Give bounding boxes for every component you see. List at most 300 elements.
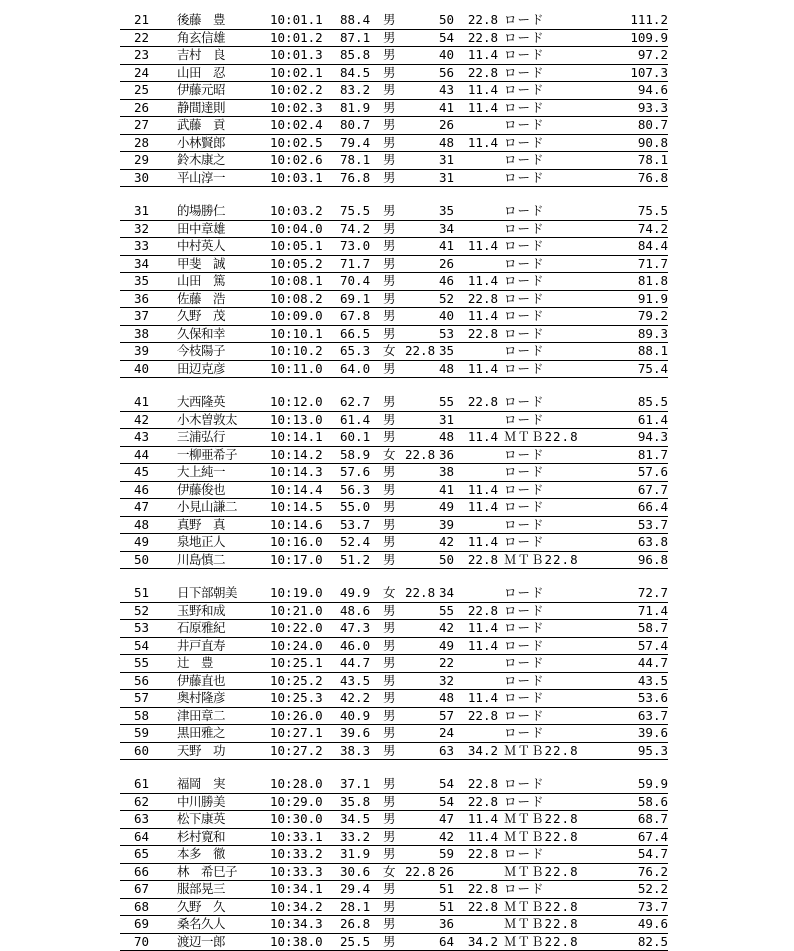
participant-name: 一柳亜希子 xyxy=(177,447,237,463)
score: 69.1 xyxy=(340,291,370,307)
finish-time: 10:01.3 xyxy=(270,47,323,63)
table-row xyxy=(120,517,668,535)
age: 41 xyxy=(439,100,454,116)
table-row xyxy=(120,273,668,291)
score: 73.0 xyxy=(340,238,370,254)
age: 34 xyxy=(439,221,454,237)
participant-name: 静間達則 xyxy=(177,100,225,116)
bike-type: ロード xyxy=(504,708,545,724)
age: 42 xyxy=(439,829,454,845)
finish-time: 10:02.5 xyxy=(270,135,323,151)
bike-type: ロード xyxy=(504,638,545,654)
sex: 男 xyxy=(383,829,396,845)
age-bonus: 22.8 xyxy=(462,394,498,410)
total-points: 53.6 xyxy=(638,690,668,706)
finish-time: 10:26.0 xyxy=(270,708,323,724)
total-points: 39.6 xyxy=(638,725,668,741)
entry-number: 59 xyxy=(134,725,149,741)
score: 76.8 xyxy=(340,170,370,186)
age-bonus: 22.8 xyxy=(462,881,498,897)
total-points: 54.7 xyxy=(638,846,668,862)
finish-time: 10:01.2 xyxy=(270,30,323,46)
age-bonus: 11.4 xyxy=(462,361,498,377)
sex: 男 xyxy=(383,725,396,741)
sex: 女 xyxy=(383,864,396,880)
participant-name: 渡辺一郎 xyxy=(177,934,225,950)
bike-type: ロード xyxy=(504,100,545,116)
entry-number: 22 xyxy=(134,30,149,46)
bike-type: ＭＴＢ22.8 xyxy=(504,899,579,915)
score: 56.3 xyxy=(340,482,370,498)
entry-number: 62 xyxy=(134,794,149,810)
participant-name: 天野 功 xyxy=(177,743,225,759)
finish-time: 10:03.1 xyxy=(270,170,323,186)
age-bonus: 22.8 xyxy=(462,776,498,792)
score: 34.5 xyxy=(340,811,370,827)
participant-name: 小見山謙二 xyxy=(177,499,237,515)
finish-time: 10:02.1 xyxy=(270,65,323,81)
age-bonus: 34.2 xyxy=(462,743,498,759)
participant-name: 真野 真 xyxy=(177,517,225,533)
finish-time: 10:05.1 xyxy=(270,238,323,254)
table-row xyxy=(120,221,668,239)
entry-number: 47 xyxy=(134,499,149,515)
age-bonus: 11.4 xyxy=(462,135,498,151)
table-row xyxy=(120,203,668,221)
bike-type: ロード xyxy=(504,534,545,550)
total-points: 82.5 xyxy=(638,934,668,950)
table-row xyxy=(120,708,668,726)
total-points: 72.7 xyxy=(638,585,668,601)
bike-type: ロード xyxy=(504,846,545,862)
age-bonus: 22.8 xyxy=(462,12,498,28)
bike-type: ロード xyxy=(504,361,545,377)
participant-name: 伊藤元昭 xyxy=(177,82,225,98)
bike-type: ロード xyxy=(504,343,545,359)
bike-type: ＭＴＢ22.8 xyxy=(504,743,579,759)
sex: 男 xyxy=(383,100,396,116)
score: 35.8 xyxy=(340,794,370,810)
age: 31 xyxy=(439,412,454,428)
table-row xyxy=(120,464,668,482)
bike-type: ロード xyxy=(504,12,545,28)
finish-time: 10:10.1 xyxy=(270,326,323,342)
entry-number: 63 xyxy=(134,811,149,827)
finish-time: 10:14.6 xyxy=(270,517,323,533)
finish-time: 10:09.0 xyxy=(270,308,323,324)
total-points: 85.5 xyxy=(638,394,668,410)
total-points: 67.7 xyxy=(638,482,668,498)
participant-name: 黒田雅之 xyxy=(177,725,225,741)
finish-time: 10:12.0 xyxy=(270,394,323,410)
finish-time: 10:16.0 xyxy=(270,534,323,550)
entry-number: 31 xyxy=(134,203,149,219)
table-row xyxy=(120,394,668,412)
gender-bonus: 22.8 xyxy=(405,343,435,359)
table-row xyxy=(120,638,668,656)
sex: 男 xyxy=(383,552,396,568)
participant-name: 山田 忍 xyxy=(177,65,225,81)
age: 59 xyxy=(439,846,454,862)
total-points: 52.2 xyxy=(638,881,668,897)
total-points: 107.3 xyxy=(630,65,668,81)
age-bonus: 11.4 xyxy=(462,534,498,550)
age: 63 xyxy=(439,743,454,759)
total-points: 80.7 xyxy=(638,117,668,133)
bike-type: ＭＴＢ22.8 xyxy=(504,864,579,880)
age: 32 xyxy=(439,673,454,689)
age: 42 xyxy=(439,620,454,636)
sex: 男 xyxy=(383,152,396,168)
age-bonus: 11.4 xyxy=(462,100,498,116)
participant-name: 本多 徹 xyxy=(177,846,225,862)
bike-type: ロード xyxy=(504,152,545,168)
sex: 女 xyxy=(383,585,396,601)
age: 26 xyxy=(439,256,454,272)
entry-number: 26 xyxy=(134,100,149,116)
sex: 男 xyxy=(383,464,396,480)
participant-name: 泉地正人 xyxy=(177,534,225,550)
total-points: 57.4 xyxy=(638,638,668,654)
table-row xyxy=(120,308,668,326)
participant-name: 大上純一 xyxy=(177,464,225,480)
total-points: 96.8 xyxy=(638,552,668,568)
finish-time: 10:27.1 xyxy=(270,725,323,741)
participant-name: 津田章二 xyxy=(177,708,225,724)
sex: 男 xyxy=(383,794,396,810)
score: 53.7 xyxy=(340,517,370,533)
table-row xyxy=(120,65,668,83)
score: 75.5 xyxy=(340,203,370,219)
table-row xyxy=(120,552,668,570)
score: 44.7 xyxy=(340,655,370,671)
finish-time: 10:08.2 xyxy=(270,291,323,307)
total-points: 88.1 xyxy=(638,343,668,359)
table-row xyxy=(120,690,668,708)
table-row xyxy=(120,412,668,430)
finish-time: 10:38.0 xyxy=(270,934,323,950)
score: 40.9 xyxy=(340,708,370,724)
participant-name: 久野 茂 xyxy=(177,308,225,324)
score: 83.2 xyxy=(340,82,370,98)
table-row xyxy=(120,482,668,500)
table-row xyxy=(120,82,668,100)
table-row xyxy=(120,326,668,344)
participant-name: 久野 久 xyxy=(177,899,225,915)
score: 62.7 xyxy=(340,394,370,410)
finish-time: 10:14.3 xyxy=(270,464,323,480)
entry-number: 40 xyxy=(134,361,149,377)
bike-type: ロード xyxy=(504,117,545,133)
age: 48 xyxy=(439,361,454,377)
entry-number: 46 xyxy=(134,482,149,498)
participant-name: 井戸直寿 xyxy=(177,638,225,654)
age-bonus: 22.8 xyxy=(462,291,498,307)
age: 35 xyxy=(439,203,454,219)
sex: 男 xyxy=(383,308,396,324)
sex: 男 xyxy=(383,361,396,377)
total-points: 75.4 xyxy=(638,361,668,377)
sex: 男 xyxy=(383,256,396,272)
entry-number: 69 xyxy=(134,916,149,932)
sex: 男 xyxy=(383,291,396,307)
score: 55.0 xyxy=(340,499,370,515)
total-points: 71.7 xyxy=(638,256,668,272)
participant-name: 田辺克彦 xyxy=(177,361,225,377)
participant-name: 三浦弘行 xyxy=(177,429,225,445)
finish-time: 10:34.3 xyxy=(270,916,323,932)
table-row xyxy=(120,170,668,188)
bike-type: ロード xyxy=(504,776,545,792)
table-row xyxy=(120,117,668,135)
table-row xyxy=(120,585,668,603)
score: 57.6 xyxy=(340,464,370,480)
table-row xyxy=(120,12,668,30)
score: 85.8 xyxy=(340,47,370,63)
table-row xyxy=(120,100,668,118)
participant-name: 福岡 実 xyxy=(177,776,225,792)
age: 36 xyxy=(439,916,454,932)
age-bonus: 22.8 xyxy=(462,794,498,810)
table-row xyxy=(120,655,668,673)
finish-time: 10:33.1 xyxy=(270,829,323,845)
table-row xyxy=(120,256,668,274)
total-points: 89.3 xyxy=(638,326,668,342)
score: 65.3 xyxy=(340,343,370,359)
age: 36 xyxy=(439,447,454,463)
table-row xyxy=(120,343,668,361)
entry-number: 29 xyxy=(134,152,149,168)
finish-time: 10:17.0 xyxy=(270,552,323,568)
entry-number: 42 xyxy=(134,412,149,428)
table-row xyxy=(120,603,668,621)
score: 43.5 xyxy=(340,673,370,689)
participant-name: 小木曽敦太 xyxy=(177,412,237,428)
entry-number: 32 xyxy=(134,221,149,237)
finish-time: 10:02.6 xyxy=(270,152,323,168)
entry-number: 53 xyxy=(134,620,149,636)
sex: 男 xyxy=(383,238,396,254)
participant-name: 中川勝美 xyxy=(177,794,225,810)
bike-type: ロード xyxy=(504,273,545,289)
age: 55 xyxy=(439,603,454,619)
participant-name: 大西隆英 xyxy=(177,394,225,410)
finish-time: 10:28.0 xyxy=(270,776,323,792)
finish-time: 10:14.4 xyxy=(270,482,323,498)
score: 30.6 xyxy=(340,864,370,880)
table-row xyxy=(120,361,668,379)
age: 50 xyxy=(439,552,454,568)
gender-bonus: 22.8 xyxy=(405,447,435,463)
sex: 男 xyxy=(383,934,396,950)
score: 88.4 xyxy=(340,12,370,28)
entry-number: 65 xyxy=(134,846,149,862)
score: 47.3 xyxy=(340,620,370,636)
table-row xyxy=(120,499,668,517)
entry-number: 35 xyxy=(134,273,149,289)
age-bonus: 22.8 xyxy=(462,603,498,619)
bike-type: ロード xyxy=(504,238,545,254)
age-bonus: 11.4 xyxy=(462,829,498,845)
participant-name: 桑名久人 xyxy=(177,916,225,932)
entry-number: 49 xyxy=(134,534,149,550)
sex: 男 xyxy=(383,899,396,915)
score: 64.0 xyxy=(340,361,370,377)
total-points: 57.6 xyxy=(638,464,668,480)
score: 87.1 xyxy=(340,30,370,46)
finish-time: 10:34.1 xyxy=(270,881,323,897)
total-points: 76.2 xyxy=(638,864,668,880)
finish-time: 10:14.2 xyxy=(270,447,323,463)
score: 79.4 xyxy=(340,135,370,151)
age-bonus: 22.8 xyxy=(462,899,498,915)
bike-type: ロード xyxy=(504,221,545,237)
age: 54 xyxy=(439,794,454,810)
age-bonus: 11.4 xyxy=(462,47,498,63)
score: 84.5 xyxy=(340,65,370,81)
entry-number: 52 xyxy=(134,603,149,619)
bike-type: ロード xyxy=(504,447,545,463)
age: 31 xyxy=(439,170,454,186)
participant-name: 伊藤俊也 xyxy=(177,482,225,498)
sex: 男 xyxy=(383,846,396,862)
table-row xyxy=(120,899,668,917)
participant-name: 杉村寛和 xyxy=(177,829,225,845)
sex: 男 xyxy=(383,394,396,410)
entry-number: 66 xyxy=(134,864,149,880)
finish-time: 10:13.0 xyxy=(270,412,323,428)
finish-time: 10:25.2 xyxy=(270,673,323,689)
sex: 男 xyxy=(383,743,396,759)
entry-number: 57 xyxy=(134,690,149,706)
score: 38.3 xyxy=(340,743,370,759)
participant-name: 鈴木康之 xyxy=(177,152,225,168)
table-row xyxy=(120,673,668,691)
total-points: 74.2 xyxy=(638,221,668,237)
participant-name: 武藤 貢 xyxy=(177,117,225,133)
age: 34 xyxy=(439,585,454,601)
score: 39.6 xyxy=(340,725,370,741)
total-points: 71.4 xyxy=(638,603,668,619)
total-points: 84.4 xyxy=(638,238,668,254)
participant-name: 松下康英 xyxy=(177,811,225,827)
score: 29.4 xyxy=(340,881,370,897)
sex: 男 xyxy=(383,117,396,133)
sex: 男 xyxy=(383,638,396,654)
sex: 男 xyxy=(383,620,396,636)
score: 33.2 xyxy=(340,829,370,845)
bike-type: ロード xyxy=(504,690,545,706)
sex: 男 xyxy=(383,517,396,533)
participant-name: 後藤 豊 xyxy=(177,12,225,28)
finish-time: 10:27.2 xyxy=(270,743,323,759)
total-points: 75.5 xyxy=(638,203,668,219)
participant-name: 吉村 良 xyxy=(177,47,225,63)
finish-time: 10:33.2 xyxy=(270,846,323,862)
finish-time: 10:02.4 xyxy=(270,117,323,133)
total-points: 94.3 xyxy=(638,429,668,445)
participant-name: 平山淳一 xyxy=(177,170,225,186)
score: 81.9 xyxy=(340,100,370,116)
bike-type: ロード xyxy=(504,655,545,671)
total-points: 58.6 xyxy=(638,794,668,810)
participant-name: 角玄信雄 xyxy=(177,30,225,46)
age-bonus: 22.8 xyxy=(462,552,498,568)
age: 22 xyxy=(439,655,454,671)
age: 51 xyxy=(439,899,454,915)
total-points: 94.6 xyxy=(638,82,668,98)
bike-type: ロード xyxy=(504,517,545,533)
total-points: 63.7 xyxy=(638,708,668,724)
table-row xyxy=(120,152,668,170)
finish-time: 10:25.3 xyxy=(270,690,323,706)
bike-type: ロード xyxy=(504,135,545,151)
entry-number: 27 xyxy=(134,117,149,133)
score: 25.5 xyxy=(340,934,370,950)
age: 40 xyxy=(439,47,454,63)
sex: 男 xyxy=(383,916,396,932)
age: 51 xyxy=(439,881,454,897)
total-points: 44.7 xyxy=(638,655,668,671)
sex: 男 xyxy=(383,412,396,428)
sex: 男 xyxy=(383,12,396,28)
score: 67.8 xyxy=(340,308,370,324)
age: 35 xyxy=(439,343,454,359)
total-points: 49.6 xyxy=(638,916,668,932)
total-points: 68.7 xyxy=(638,811,668,827)
gender-bonus: 22.8 xyxy=(405,864,435,880)
entry-number: 38 xyxy=(134,326,149,342)
age: 39 xyxy=(439,517,454,533)
finish-time: 10:34.2 xyxy=(270,899,323,915)
age-bonus: 22.8 xyxy=(462,708,498,724)
participant-name: 玉野和成 xyxy=(177,603,225,619)
entry-number: 54 xyxy=(134,638,149,654)
entry-number: 36 xyxy=(134,291,149,307)
age: 42 xyxy=(439,534,454,550)
total-points: 59.9 xyxy=(638,776,668,792)
table-row xyxy=(120,916,668,934)
bike-type: ロード xyxy=(504,585,545,601)
age-bonus: 11.4 xyxy=(462,690,498,706)
age-bonus: 11.4 xyxy=(462,82,498,98)
age: 48 xyxy=(439,135,454,151)
finish-time: 10:14.5 xyxy=(270,499,323,515)
entry-number: 51 xyxy=(134,585,149,601)
age-bonus: 11.4 xyxy=(462,429,498,445)
sex: 男 xyxy=(383,170,396,186)
bike-type: ロード xyxy=(504,82,545,98)
bike-type: ロード xyxy=(504,394,545,410)
age-bonus: 11.4 xyxy=(462,238,498,254)
bike-type: ロード xyxy=(504,673,545,689)
table-row xyxy=(120,743,668,761)
score: 28.1 xyxy=(340,899,370,915)
age-bonus: 11.4 xyxy=(462,499,498,515)
finish-time: 10:04.0 xyxy=(270,221,323,237)
bike-type: ロード xyxy=(504,326,545,342)
total-points: 109.9 xyxy=(630,30,668,46)
entry-number: 34 xyxy=(134,256,149,272)
age-bonus: 34.2 xyxy=(462,934,498,950)
bike-type: ロード xyxy=(504,620,545,636)
bike-type: ロード xyxy=(504,464,545,480)
table-row xyxy=(120,829,668,847)
sex: 男 xyxy=(383,811,396,827)
finish-time: 10:01.1 xyxy=(270,12,323,28)
sex: 男 xyxy=(383,82,396,98)
age: 38 xyxy=(439,464,454,480)
